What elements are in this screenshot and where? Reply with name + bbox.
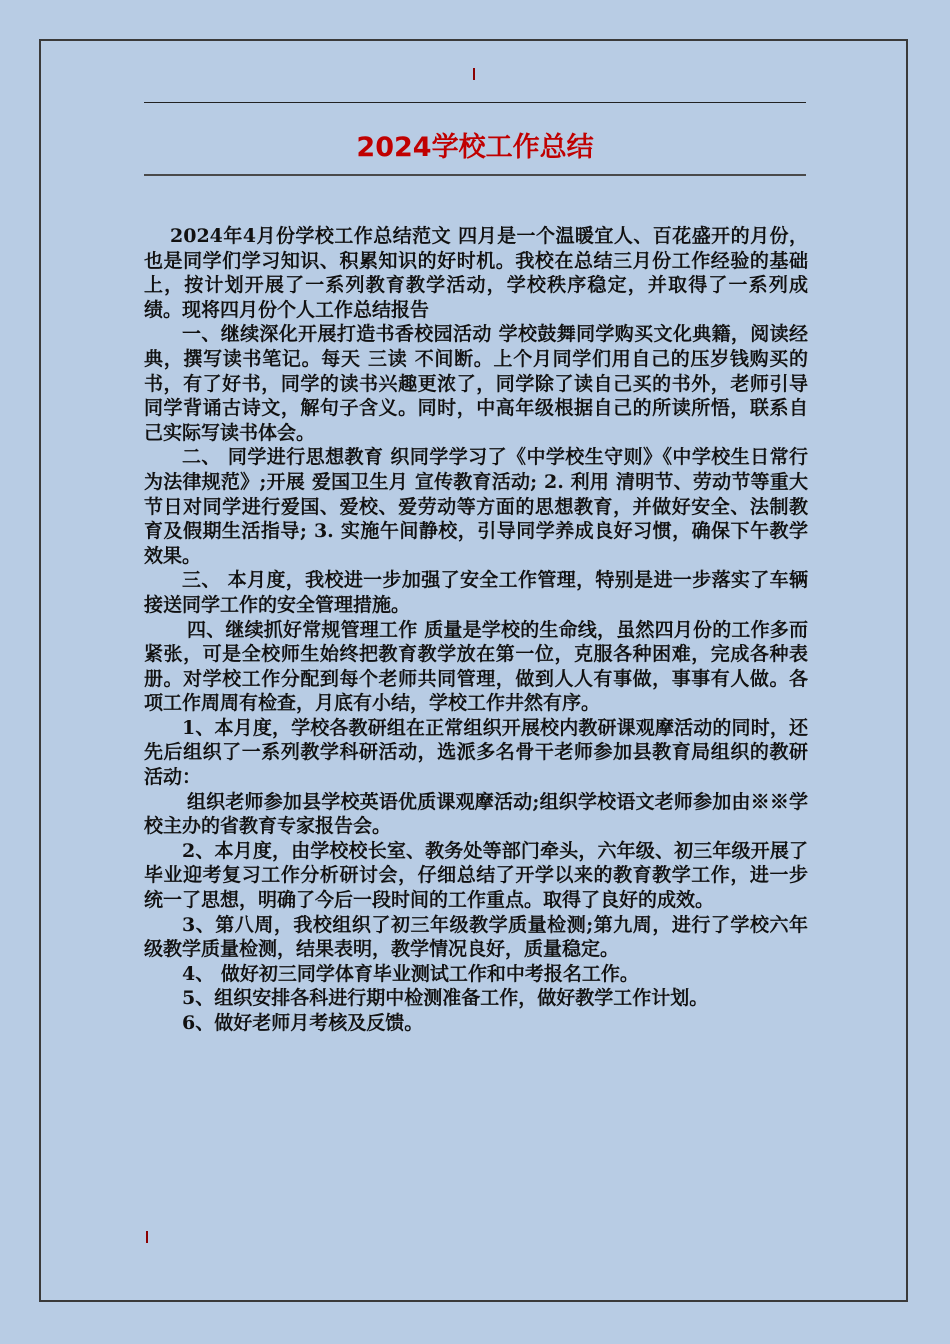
title-rule	[144, 174, 806, 176]
paragraph-section-4: 四、继续抓好常规管理工作 质量是学校的生命线，虽然四月份的工作多而紧张，可是全校师生始终把教育教学放在第一位，克服各种困难，完成各种表册。对学校工作分配到每个老师共同管理，做到人人有事做，事事有人做。各项工作周周有检查，月底有小结，学校工作井然有序。	[144, 618, 808, 715]
paragraph-section-1: 一、继续深化开展打造书香校园活动 学校鼓舞同学购买文化典籍，阅读经典，撰写读书笔记。每天 三读 不间断。上个月同学们用自己的压岁钱购买的书，有了好书，同学的读书兴趣更浓了，同学除了读自己买的书外，老师引导同学背诵古诗文，解句子含义。同时，中高年级根据自己的所读所悟，联系自己实际写读书体会。	[144, 323, 808, 444]
header-rule	[144, 102, 806, 103]
paragraph-section-3: 三、 本月度，我校进一步加强了安全工作管理，特别是进一步落实了车辆接送同学工作的安全管理措施。	[144, 569, 808, 616]
paragraph-item-4: 4、 做好初三同学体育毕业测试工作和中考报名工作。	[182, 962, 639, 985]
header-mark	[473, 68, 475, 80]
paragraph-item-3: 3、第八周，我校组织了初三年级教学质量检测;第九周，进行了学校六年级教学质量检测，结果表明，教学情况良好，质量稳定。	[144, 913, 808, 961]
document-body	[144, 224, 808, 1036]
paragraph-item-1: 1、本月度，学校各教研组在正常组织开展校内教研课观摩活动的同时，还先后组织了一系列教学科研活动，选派多名骨干老师参加县教育局组织的教研活动：	[144, 716, 808, 789]
paragraph-item-2: 2、本月度，由学校校长室、教务处等部门牵头，六年级、初三年级开展了毕业迎考复习工作分析研讨会，仔细总结了开学以来的教育教学工作，进一步统一了思想，明确了今后一段时间的工作重点。取得了良好的成效。	[144, 839, 808, 912]
paragraph-item-5: 5、组织安排各科进行期中检测准备工作，做好教学工作计划。	[182, 987, 709, 1010]
paragraph-item-1-detail: 组织老师参加县学校英语优质课观摩活动;组织学校语文老师参加由※※学校主办的省教育专家报告会。	[144, 790, 808, 838]
footer-mark	[146, 1231, 148, 1243]
paragraph-section-2: 二、 同学进行思想教育 织同学学习了《中学校生守则》《中学校生日常行为法律规范》;开展 爱国卫生月 宣传教育活动; 2. 利用 清明节、劳动节等重大节日对同学进行爱国、爱校、爱劳动等方面的思想教育，并做好安全、法制教育及假期生活指导; 3. 实施午间静校，引导同学养成良好习惯，确保下午教学效果。	[144, 446, 808, 567]
paragraph-intro: 2024年4月份学校工作总结范文 四月是一个温暖宜人、百花盛开的月份，也是同学们学习知识、积累知识的好时机。我校在总结三月份工作经验的基础上，按计划开展了一系列教育教学活动，学校秩序稳定，并取得了一系列成绩。现将四月份个人工作总结报告	[144, 225, 808, 321]
document-title: 2024学校工作总结	[356, 132, 594, 163]
paragraph-item-6: 6、做好老师月考核及反馈。	[182, 1012, 424, 1034]
